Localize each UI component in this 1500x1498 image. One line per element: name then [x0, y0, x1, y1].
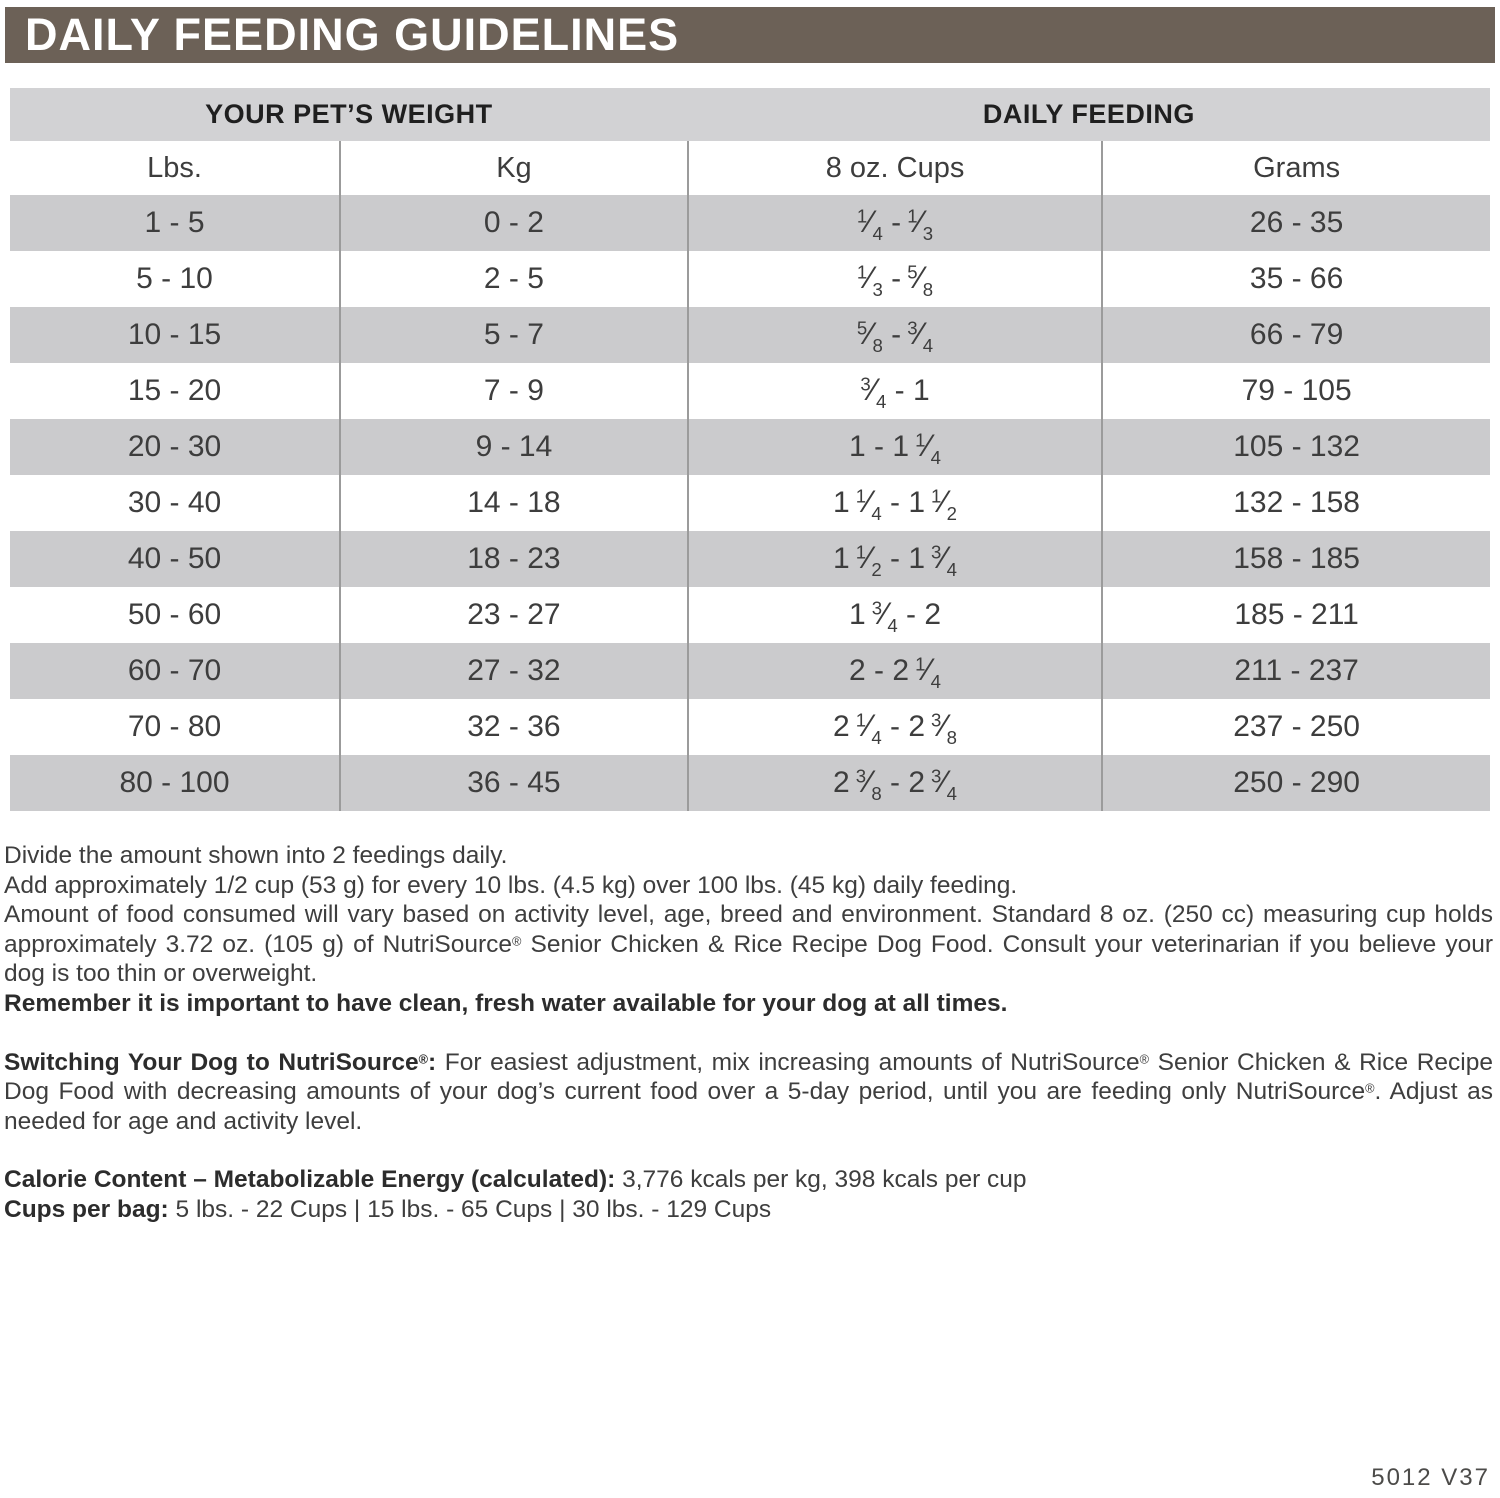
cell-lbs: 40 - 50: [10, 531, 340, 587]
cell-lbs: 1 - 5: [10, 195, 340, 251]
cell-kg: 32 - 36: [340, 699, 688, 755]
cell-lbs: 5 - 10: [10, 251, 340, 307]
table-row: [10, 475, 1490, 531]
cups-per-bag-body: 5 lbs. - 22 Cups | 15 lbs. - 65 Cups | 30 lbs. - 129 Cups: [168, 1195, 772, 1223]
note-add-amount: Add approximately 1/2 cup (53 g) for every 10 lbs. (4.5 kg) over 100 lbs. (45 kg) daily feeding.: [4, 871, 1018, 899]
cell-cups: 2 $^3⁄_8 - 2$ $^3⁄_4$: [688, 755, 1102, 811]
table-row: [10, 363, 1490, 419]
cell-grams: 132 - 158: [1102, 475, 1490, 531]
cell-grams: 79 - 105: [1102, 363, 1490, 419]
title-bar: [5, 7, 1495, 63]
cell-grams: 185 - 211: [1102, 587, 1490, 643]
switching-paragraph: [4, 1048, 1493, 1137]
cell-kg: 18 - 23: [340, 531, 688, 587]
cell-grams: 66 - 79: [1102, 307, 1490, 363]
switching-body: For easiest adjustment, mix increasing amounts of NutriSource® Senior Chicken & Rice Recipe Dog Food with decreasing amounts of your dog’s current food over a 5-day period, until you are feeding only NutriSource®. Adjust as needed for age and activity level.: [4, 1048, 1494, 1135]
table-row: [10, 587, 1490, 643]
calorie-body: 3,776 kcals per kg, 398 kcals per cup: [615, 1166, 1027, 1194]
note-food-consumed: Amount of food consumed will vary based on activity level, age, breed and environment. Standard 8 oz. (250 cc) measuring cup holds approximately 3.72 oz. (105 g) of NutriSource® Senior Chicken & Rice Recipe Dog Food. Consult your veterinarian if you believe your dog is too thin or overweight.: [4, 901, 1493, 988]
table-row: [10, 307, 1490, 363]
group-header-row: [10, 88, 1490, 141]
cell-cups: 1 $^1⁄_4 - 1$ $^1⁄_2$: [688, 475, 1102, 531]
cell-grams: 105 - 132: [1102, 419, 1490, 475]
calorie-content-line: [4, 1165, 1493, 1195]
cell-grams: 35 - 66: [1102, 251, 1490, 307]
page-title: DAILY FEEDING GUIDELINES: [25, 9, 680, 60]
table-row: [10, 195, 1490, 251]
cell-kg: 9 - 14: [340, 419, 688, 475]
cell-lbs: 15 - 20: [10, 363, 340, 419]
col-header-kg: Kg: [340, 141, 688, 195]
cell-cups: 2 $^1⁄_4 - 2$ $^3⁄_8$: [688, 699, 1102, 755]
cell-kg: 0 - 2: [340, 195, 688, 251]
feeding-notes: [4, 841, 1493, 1225]
group-header-daily-feeding: DAILY FEEDING: [688, 88, 1490, 141]
note-divide-feedings: Divide the amount shown into 2 feedings daily.: [4, 842, 508, 869]
cups-per-bag-lead: Cups per bag:: [4, 1195, 169, 1223]
cell-cups: 1 - 1 $^1⁄_4$: [688, 419, 1102, 475]
cell-kg: 36 - 45: [340, 755, 688, 811]
cell-lbs: 20 - 30: [10, 419, 340, 475]
column-header-row: [10, 141, 1490, 195]
cell-lbs: 10 - 15: [10, 307, 340, 363]
cell-kg: 23 - 27: [340, 587, 688, 643]
cell-cups: $^1⁄_3$ - $^5⁄_8$: [688, 251, 1102, 307]
cell-cups: 1 $^1⁄_2 - 1$ $^3⁄_4$: [688, 531, 1102, 587]
cell-kg: 14 - 18: [340, 475, 688, 531]
cell-lbs: 50 - 60: [10, 587, 340, 643]
cell-lbs: 70 - 80: [10, 699, 340, 755]
col-header-cups: 8 oz. Cups: [688, 141, 1102, 195]
switching-lead: Switching Your Dog to NutriSource®:: [4, 1048, 437, 1076]
cell-cups: $^1⁄_4$ - $^1⁄_3$: [688, 195, 1102, 251]
cell-cups: $^5⁄_8$ - $^3⁄_4$: [688, 307, 1102, 363]
cell-grams: 211 - 237: [1102, 643, 1490, 699]
cell-cups: 2 - 2 $^1⁄_4$: [688, 643, 1102, 699]
cell-grams: 26 - 35: [1102, 195, 1490, 251]
note-fresh-water: Remember it is important to have clean, fresh water available for your dog at all times.: [4, 989, 1008, 1017]
cell-lbs: 30 - 40: [10, 475, 340, 531]
col-header-lbs: Lbs.: [10, 141, 340, 195]
table-row: [10, 531, 1490, 587]
table-row: [10, 699, 1490, 755]
cell-grams: 158 - 185: [1102, 531, 1490, 587]
table-row: [10, 251, 1490, 307]
cups-per-bag-line: [4, 1195, 1493, 1225]
cell-lbs: 80 - 100: [10, 755, 340, 811]
cell-grams: 250 - 290: [1102, 755, 1490, 811]
table-row: [10, 755, 1490, 811]
cell-grams: 237 - 250: [1102, 699, 1490, 755]
cell-cups: $^3⁄_4 - 1$: [688, 363, 1102, 419]
feeding-table: [10, 88, 1490, 811]
table-row: [10, 643, 1490, 699]
cell-kg: 27 - 32: [340, 643, 688, 699]
group-header-pet-weight: YOUR PET’S WEIGHT: [10, 88, 688, 141]
cell-kg: 5 - 7: [340, 307, 688, 363]
cell-kg: 2 - 5: [340, 251, 688, 307]
cell-cups: 1 $^3⁄_4 - 2$: [688, 587, 1102, 643]
cell-kg: 7 - 9: [340, 363, 688, 419]
calorie-lead: Calorie Content – Metabolizable Energy (calculated):: [4, 1166, 616, 1194]
product-code: 5012 V37: [1371, 1464, 1490, 1491]
col-header-grams: Grams: [1102, 141, 1490, 195]
table-row: [10, 419, 1490, 475]
cell-lbs: 60 - 70: [10, 643, 340, 699]
